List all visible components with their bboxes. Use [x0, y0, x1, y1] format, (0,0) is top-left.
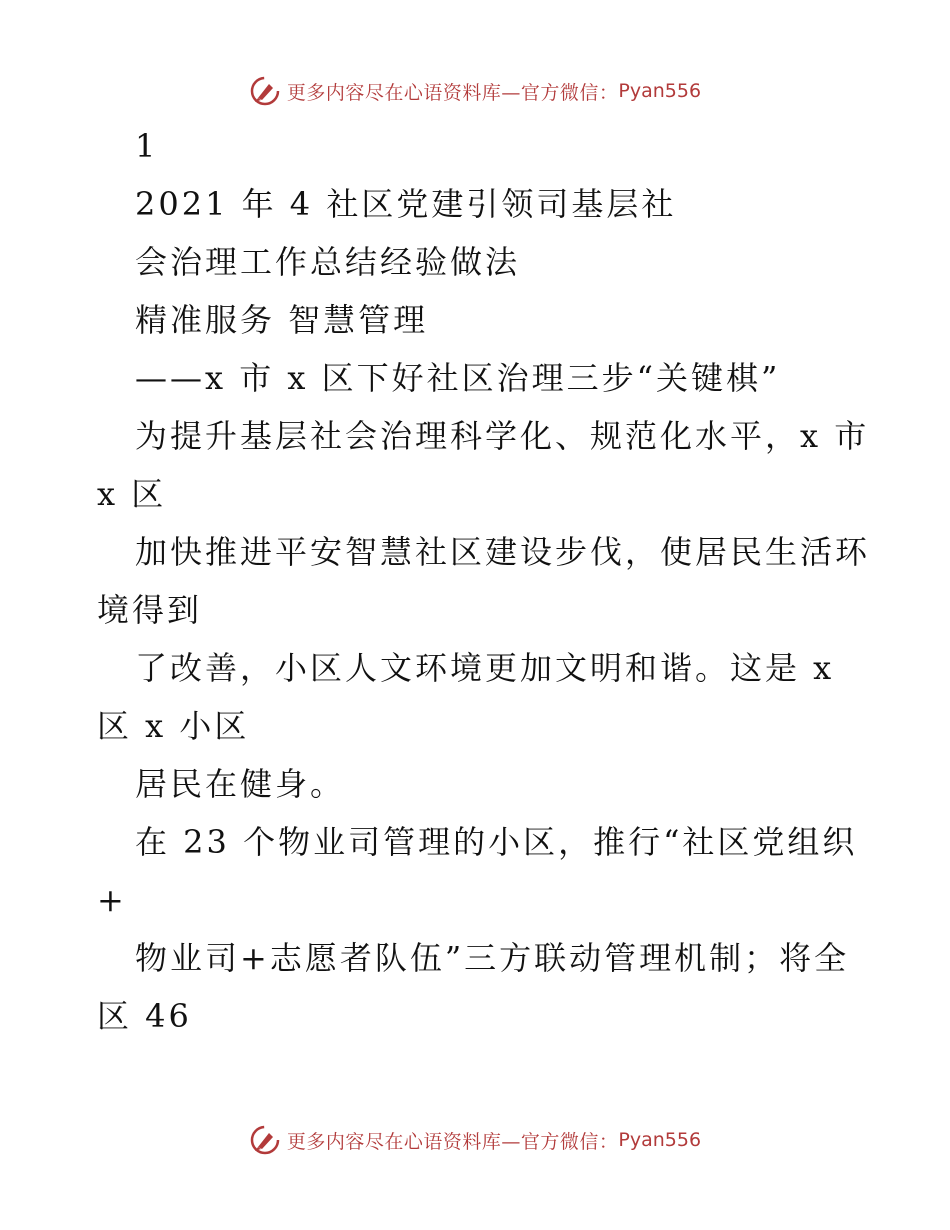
watermark-banner-bottom [0, 1120, 950, 1160]
paragraph-line: + [97, 881, 127, 919]
watermark-id: Pyan556 [618, 80, 702, 102]
page-number: 1 [135, 127, 159, 165]
subtitle: 精准服务 智慧管理 [135, 301, 429, 339]
pen-nib-icon [249, 1124, 281, 1156]
paragraph-line: 在 23 个物业司管理的小区，推行“社区党组织 [135, 823, 858, 861]
title-line-1: 2021 年 4 社区党建引领司基层社 [135, 185, 677, 223]
title-line-2: 会治理工作总结经验做法 [135, 243, 521, 281]
paragraph-line: x 区 [97, 475, 167, 513]
paragraph-line: 物业司+志愿者队伍”三方联动管理机制；将全 [135, 939, 850, 977]
watermark-text: 更多内容尽在心语资料库—官方微信： [286, 1130, 619, 1153]
watermark-banner-top [0, 71, 950, 111]
watermark-content [249, 75, 701, 107]
paragraph-line: 为提升基层社会治理科学化、规范化水平，x 市 [135, 417, 870, 455]
paragraph-line: 境得到 [97, 591, 203, 629]
watermark-content [249, 1124, 701, 1156]
paragraph-line: 了改善，小区人文环境更加文明和谐。这是 x [135, 649, 835, 687]
paragraph-line: 加快推进平安智慧社区建设步伐，使居民生活环 [135, 533, 871, 571]
watermark-text: 更多内容尽在心语资料库—官方微信： [286, 81, 619, 104]
watermark-id: Pyan556 [618, 1129, 702, 1151]
paragraph-line: 区 x 小区 [97, 707, 250, 745]
paragraph-line: 居民在健身。 [135, 765, 346, 803]
pen-nib-icon [249, 75, 281, 107]
subtitle-2: ——x 市 x 区下好社区治理三步“关键棋” [135, 359, 781, 397]
paragraph-line: 区 46 [97, 997, 192, 1035]
